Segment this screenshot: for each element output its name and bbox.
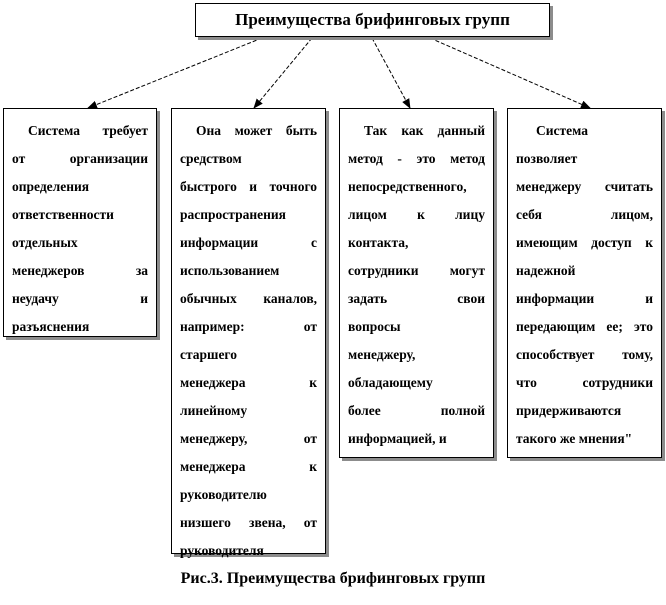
- box-text-line: позволяет: [516, 151, 578, 166]
- box-text-line: менеджеру считать: [516, 179, 653, 194]
- arrow-to-box-2: [254, 38, 312, 108]
- box-text-line: средством: [180, 151, 242, 166]
- box-text-line: передающим ее; это: [516, 319, 653, 334]
- box-text-line: контакта,: [348, 235, 409, 250]
- box-text-line: от организации: [12, 151, 148, 166]
- box-text-line: сотрудники могут: [348, 263, 485, 278]
- box-text-line: вопросы: [348, 319, 401, 334]
- box-text-line: такого же мнения": [516, 431, 633, 446]
- box-text-line: менеджера к: [180, 375, 317, 390]
- figure-caption: Рис.3. Преимущества брифинговых групп: [180, 570, 486, 587]
- box-text-line: неудачу и: [12, 291, 148, 306]
- box-text-line: информации и: [516, 291, 653, 306]
- box-text-line: обладающему: [348, 375, 433, 390]
- box-text-line: распространения: [180, 207, 286, 222]
- box-text-line: быстрого и точного: [180, 179, 317, 194]
- box-text-line: непосредственного,: [348, 179, 467, 194]
- box-text-line: Так как данный: [364, 123, 485, 138]
- box-text-line: метод - это метод: [348, 151, 485, 166]
- box-text-line: информацией, и: [348, 431, 447, 446]
- arrow-to-box-1: [88, 38, 262, 108]
- benefit-box-3: [339, 108, 494, 458]
- diagram-title: Преимущества брифинговых групп: [235, 10, 510, 29]
- box-text-line: имеющим доступ к: [516, 235, 653, 250]
- box-text-line: обычных каналов,: [180, 291, 317, 306]
- box-text-line: Система: [536, 123, 588, 138]
- benefit-box-4: [507, 108, 662, 458]
- benefit-box-1: [3, 108, 157, 337]
- box-text-line: ответственности: [12, 207, 114, 222]
- box-text-line: руководителю: [180, 487, 267, 502]
- arrow-to-box-4: [430, 38, 590, 108]
- box-text-line: руководителя: [180, 543, 264, 558]
- box-text-line: старшего: [180, 347, 237, 362]
- box-text-line: менеджеров за: [12, 263, 148, 278]
- box-text-line: менеджера к: [180, 459, 317, 474]
- box-text-line: менеджеру, от: [180, 431, 317, 446]
- box-text-line: лицом к лицу: [348, 207, 485, 222]
- box-text-line: использованием: [180, 263, 280, 278]
- box-text-line: например: от: [180, 319, 317, 334]
- title-box: [195, 3, 550, 37]
- box-text-line: способствует тому,: [516, 347, 653, 362]
- box-text-line: Она может быть: [196, 123, 317, 138]
- box-text-line: что сотрудники: [516, 375, 653, 390]
- box-text-line: более полной: [348, 403, 485, 418]
- box-text-line: отдельных: [12, 235, 78, 250]
- benefit-box-2: [171, 108, 326, 558]
- box-text-line: придерживаются: [516, 403, 622, 418]
- box-text-line: низшего звена, от: [180, 515, 317, 530]
- box-text-line: Система требует: [28, 123, 148, 138]
- box-text-line: задать свои: [348, 291, 485, 306]
- box-text-line: линейному: [180, 403, 248, 418]
- arrow-to-box-3: [372, 38, 410, 108]
- box-text-line: надежной: [516, 263, 576, 278]
- box-text-line: информации с: [180, 235, 317, 250]
- box-text-line: разъяснения: [12, 319, 90, 334]
- box-text-line: менеджеру,: [348, 347, 416, 362]
- box-text-line: определения: [12, 179, 90, 194]
- box-text-line: себя лицом,: [516, 207, 653, 222]
